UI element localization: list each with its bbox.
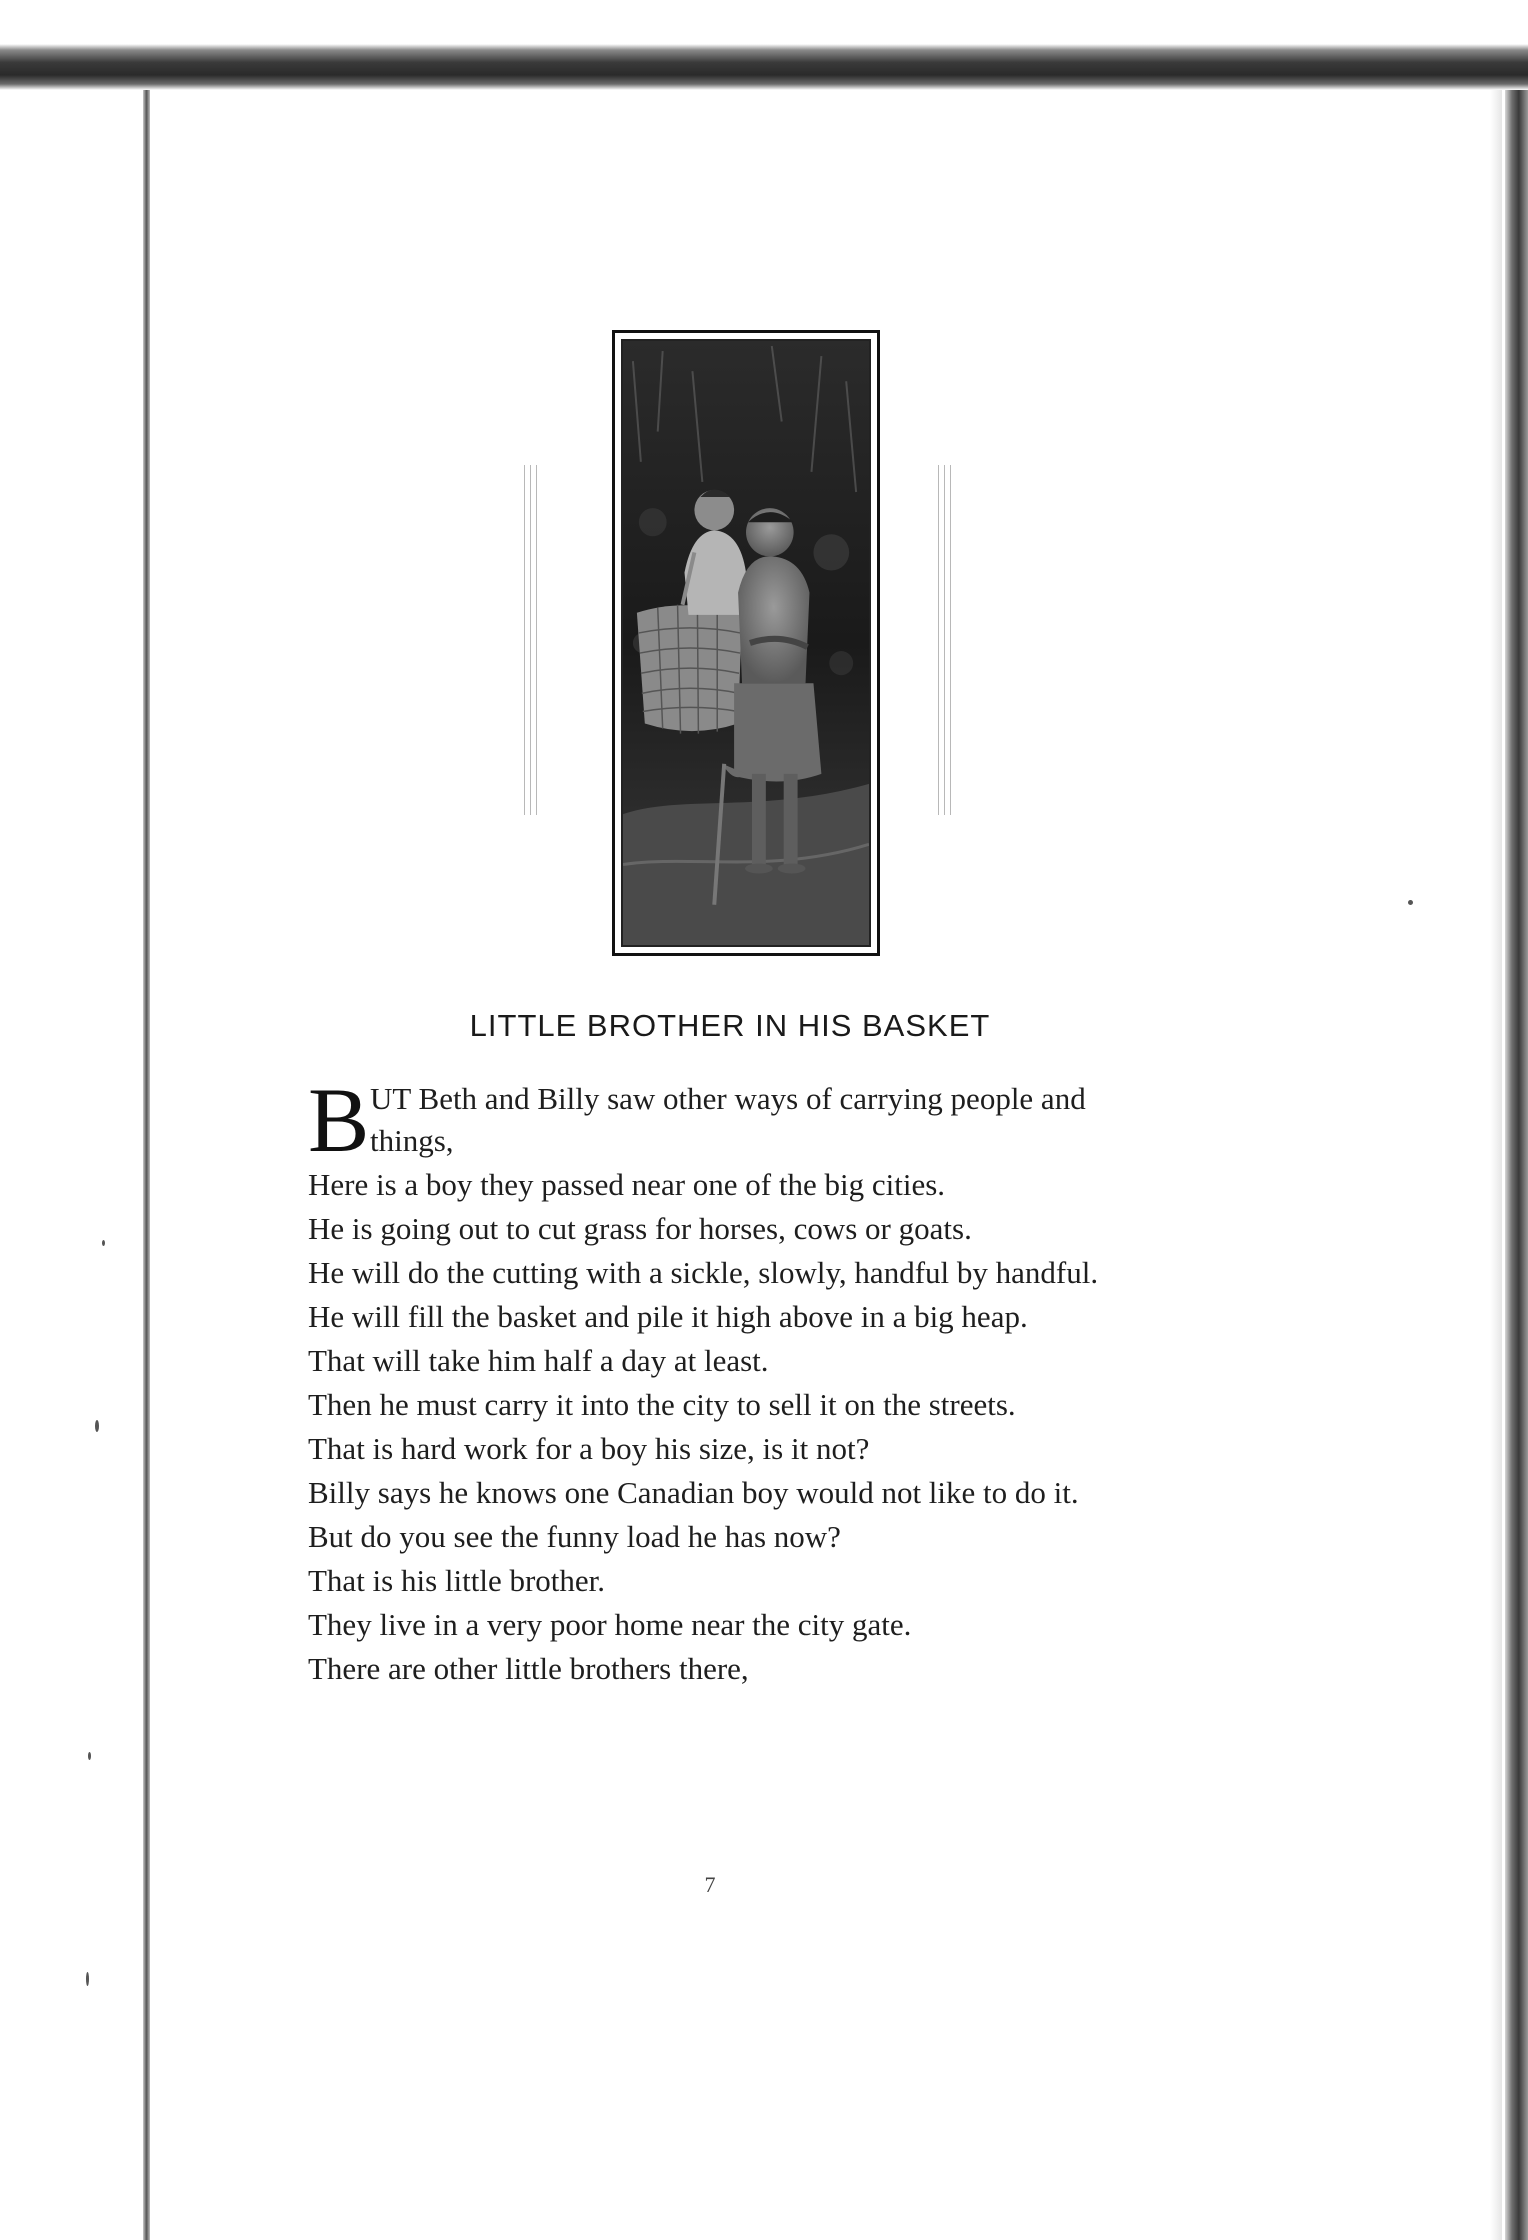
photograph [621, 339, 871, 947]
photograph-frame [612, 330, 880, 956]
story-line: Then he must carry it into the city to sell it on the streets. [308, 1387, 1016, 1422]
story-title: LITTLE BROTHER IN HIS BASKET [469, 1008, 991, 1043]
book-top-edge [0, 40, 1528, 90]
opening-paragraph [308, 1069, 1158, 1171]
story-line: There are other little brothers there, [308, 1651, 749, 1686]
story-line: He is going out to cut grass for horses, cows or goats. [308, 1211, 972, 1246]
story-line: Here is a boy they passed near one of the big cities. [308, 1167, 946, 1202]
book-gutter [143, 90, 150, 2240]
left-page-edge [0, 90, 143, 2240]
story-body [308, 1069, 1158, 1692]
story-line: That will take him half a day at least. [308, 1343, 769, 1378]
story-line: That is hard work for a boy his size, is it not? [308, 1431, 870, 1466]
book-right-edge [1505, 90, 1528, 2240]
page-right-shadow [1490, 90, 1502, 2240]
decorative-rules-left [522, 465, 542, 815]
story-line: He will fill the basket and pile it high above in a big heap. [308, 1299, 1028, 1334]
photo-boy-with-basket [623, 341, 869, 945]
story-line: That is his little brother. [308, 1563, 606, 1598]
page-number: 7 [704, 1872, 716, 1897]
story-line: They live in a very poor home near the city gate. [308, 1607, 912, 1642]
decorative-rules-right [936, 465, 956, 815]
story-line: Billy says he knows one Canadian boy would not like to do it. [308, 1475, 1079, 1510]
opening-text: UT Beth and Billy saw other ways of carrying people and things, [370, 1081, 1086, 1158]
story-line: But do you see the funny load he has now? [308, 1519, 841, 1554]
story-line: He will do the cutting with a sickle, slowly, handful by handful. [308, 1255, 1099, 1290]
drop-cap: B [308, 1069, 370, 1171]
